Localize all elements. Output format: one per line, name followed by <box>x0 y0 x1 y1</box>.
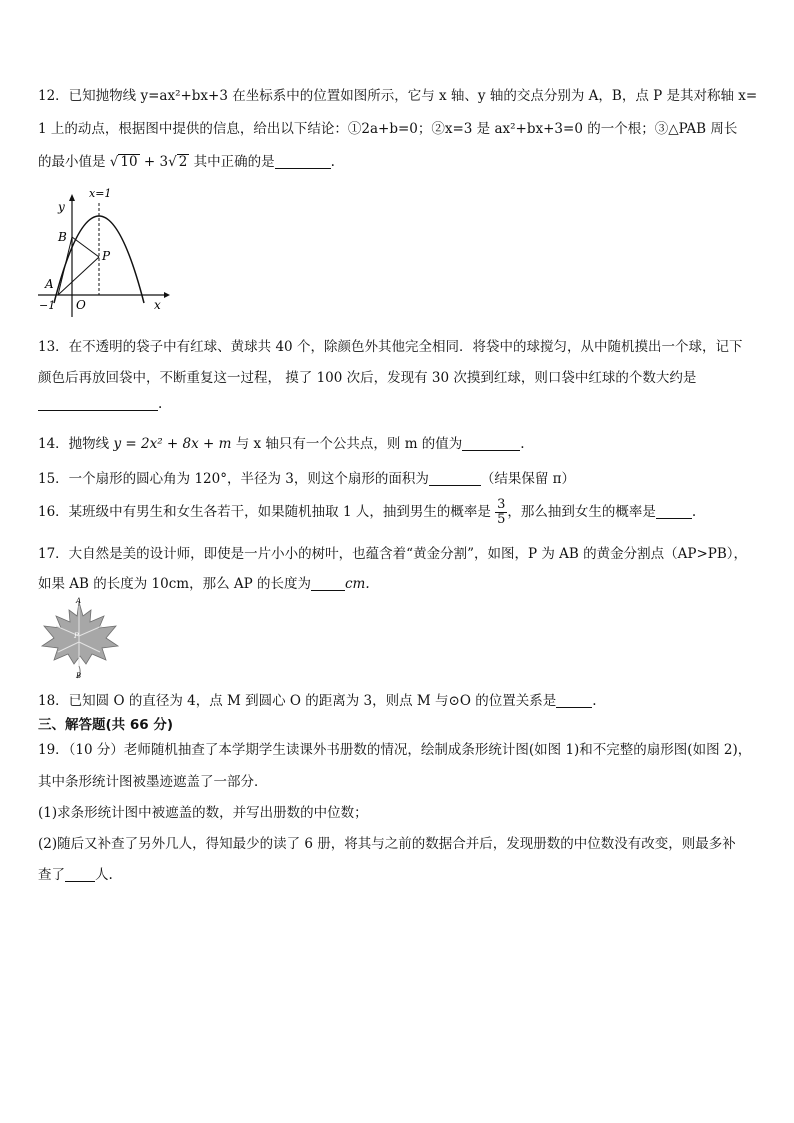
sqrt-sign: √ <box>109 154 119 170</box>
label-x1: x=1 <box>89 187 112 200</box>
q19-line4: (2)随后又补查了另外几人，得知最少的读了 6 册，将其与之前的数据合并后，发现册数的中位数没有改变，则最多补 <box>38 836 736 852</box>
q15-line <box>38 467 575 487</box>
fraction-denominator: 5 <box>497 512 506 527</box>
label-y: y <box>58 200 65 214</box>
parabola-figure <box>36 185 176 320</box>
q12-line3-text: 的最小值是 <box>38 154 110 170</box>
q12-line3-text-b: 其中正确的是 <box>189 154 275 170</box>
q19-line5 <box>38 863 113 883</box>
q15-tail: （结果保留 π） <box>480 471 576 487</box>
leaf-label-A: A <box>76 597 82 605</box>
answer-blank[interactable] <box>429 471 481 486</box>
leaf-label-P: P <box>74 632 79 640</box>
q14-text-b: 与 x 轴只有一个公共点，则 m 的值为 <box>231 436 463 452</box>
q18-line <box>38 689 597 709</box>
q15-text: 15．一个扇形的圆心角为 120°，半径为 3，则这个扇形的面积为 <box>38 471 429 487</box>
q17-line2-text: 如果 AB 的长度为 10cm，那么 AP 的长度为 <box>38 576 311 592</box>
period: . <box>520 436 525 452</box>
sqrt-sign: √ <box>168 154 177 170</box>
q19-line3: (1)求条形统计图中被遮盖的数，并写出册数的中位数； <box>38 805 368 821</box>
answer-blank[interactable] <box>462 436 520 451</box>
period: . <box>158 396 163 412</box>
q16-text-b: ，那么抽到女生的概率是 <box>507 504 656 520</box>
period: . <box>691 504 697 520</box>
q12-line1: 12．已知抛物线 y=ax²+bx+3 在坐标系中的位置如图所示，它与 x 轴、y 轴的交点分别为 A，B，点 P 是其对称轴 x= <box>38 88 758 104</box>
q13-line1: 13．在不透明的袋子中有红球、黄球共 40 个，除颜色外其他完全相同．将袋中的球搅匀，从中随机摸出一个球，记下 <box>38 339 743 355</box>
q19-line5-tail: 人. <box>95 867 113 883</box>
q16-text-a: 16．某班级中有男生和女生各若干，如果随机抽取 1 人，抽到男生的概率是 <box>38 504 496 520</box>
q13-line3 <box>38 396 162 412</box>
q19-line2: 其中条形统计图被墨迹遮盖了一部分． <box>38 774 268 790</box>
leaf-label-B: B <box>76 672 82 680</box>
answer-blank[interactable] <box>311 576 345 591</box>
answer-blank[interactable] <box>275 154 331 169</box>
label-neg1: −1 <box>39 299 56 312</box>
answer-blank[interactable] <box>38 396 158 411</box>
label-O: O <box>76 298 86 312</box>
section-title: 三、解答题(共 66 分) <box>38 717 174 733</box>
q17-line1: 17．大自然是美的设计师，即使是一片小小的树叶，也蕴含着“黄金分割”，如图，P 为 AB 的黄金分割点（AP>PB）， <box>38 546 748 562</box>
q18-text: 18．已知圆 O 的直径为 4，点 M 到圆心 O 的距离为 3，则点 M 与⊙O 的位置关系是 <box>38 693 557 709</box>
q14-line <box>38 432 525 452</box>
q19-line1: 19．（10 分）老师随机抽查了本学期学生读课外书册数的情况，绘制成条形统计图(如图 1)和不完整的扇形图(如图 2)， <box>38 742 752 758</box>
maple-leaf-figure <box>36 596 122 680</box>
q16-line <box>38 498 696 527</box>
label-P: P <box>102 249 111 263</box>
unit-cm: cm. <box>345 576 370 592</box>
sqrt-radicand-1: 10 <box>120 154 138 170</box>
period: . <box>330 154 335 170</box>
fraction-numerator: 3 <box>497 497 506 512</box>
q12-line3 <box>38 150 335 170</box>
sqrt-radicand-2: 2 <box>178 154 188 170</box>
q13-line2: 颜色后再放回袋中，不断重复这一过程， 摸了 100 次后，发现有 30 次摸到红球，则口袋中红球的个数大约是 <box>38 370 697 386</box>
q17-line2 <box>38 572 370 592</box>
answer-blank[interactable] <box>656 504 692 519</box>
answer-blank[interactable] <box>556 693 592 708</box>
q12-line2: 1 上的动点，根据图中提供的信息，给出以下结论：①2a+b=0；②x=3 是 ax²+bx+3=0 的一个根；③△PAB 周长 <box>38 121 738 137</box>
label-A: A <box>45 277 54 291</box>
answer-blank[interactable] <box>65 867 95 882</box>
q14-text-a: 14．抛物线 <box>38 436 114 452</box>
q19-line5-text: 查了 <box>38 867 65 883</box>
label-x: x <box>154 298 161 312</box>
q14-formula: y = 2x² + 8x + m <box>113 436 232 452</box>
plus-text: + 3 <box>139 154 169 170</box>
fraction <box>495 498 507 527</box>
period: . <box>592 693 597 709</box>
label-B: B <box>58 230 67 244</box>
